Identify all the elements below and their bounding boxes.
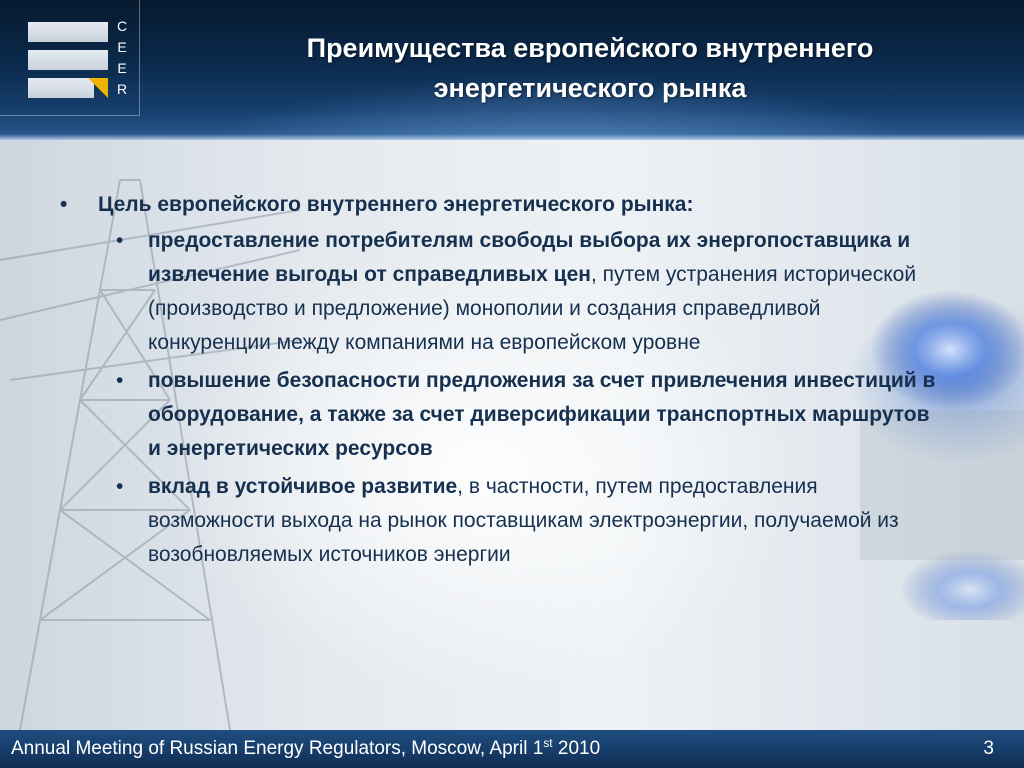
sub-bullet-text: , путем устранения исторической (производство и предложение) монополии и создания справедливой конкуренции между компаниями на европейском уровне [148, 263, 917, 354]
footer-year: 2010 [552, 738, 601, 759]
bullet-list [56, 190, 956, 572]
logo-bar [28, 78, 94, 98]
logo-letters [114, 16, 130, 100]
sub-bullet-text: , в частности, путем предоставления возможности выхода на рынок поставщикам электроэнергии, получаемой из возобновляемых источников энергии [148, 475, 899, 566]
footer-caption [11, 738, 600, 760]
main-bullet-text: Цель европейского внутреннего энергетического рынка: [98, 193, 694, 216]
main-bullet-item [56, 190, 956, 220]
sub-bullet-bold-text: предоставление потребителям свободы выбора их энергопоставщика и извлечение выгоды от справедливых цен [148, 229, 911, 286]
slide-title-line: Преимущества европейского внутреннего [306, 33, 874, 63]
footer-superscript: st [543, 736, 553, 750]
sub-bullet-item [116, 224, 938, 360]
ceer-logo [0, 0, 140, 116]
logo-letter: E [117, 60, 127, 76]
page-number: 3 [983, 738, 994, 759]
bullet-marker: • [60, 193, 68, 216]
logo-letter: R [116, 81, 128, 97]
logo-letter: E [117, 39, 127, 55]
logo-accent-triangle [88, 78, 108, 98]
sub-bullet-item [116, 470, 938, 572]
bullet-marker: • [116, 369, 124, 392]
slide-footer [0, 730, 1024, 768]
bullet-marker: • [116, 475, 124, 498]
slide-header [0, 0, 1024, 140]
slide-content [0, 140, 1024, 730]
bullet-marker: • [116, 229, 124, 252]
sub-bullet-item [116, 364, 938, 466]
sub-bullet-bold-text: повышение безопасности предложения за счет привлечения инвестиций в оборудование, а также за счет диверсификации транспортных маршрутов и энергетических ресурсов [148, 369, 936, 460]
footer-text: Annual Meeting of Russian Energy Regulators, Moscow, April 1 [11, 738, 544, 759]
logo-bar [28, 22, 108, 42]
slide-title [170, 28, 1010, 108]
slide-title-line: энергетического рынка [433, 73, 747, 103]
sub-bullet-bold-text: вклад в устойчивое развитие [148, 475, 458, 498]
logo-letter: C [116, 18, 128, 34]
logo-bar [28, 50, 108, 70]
